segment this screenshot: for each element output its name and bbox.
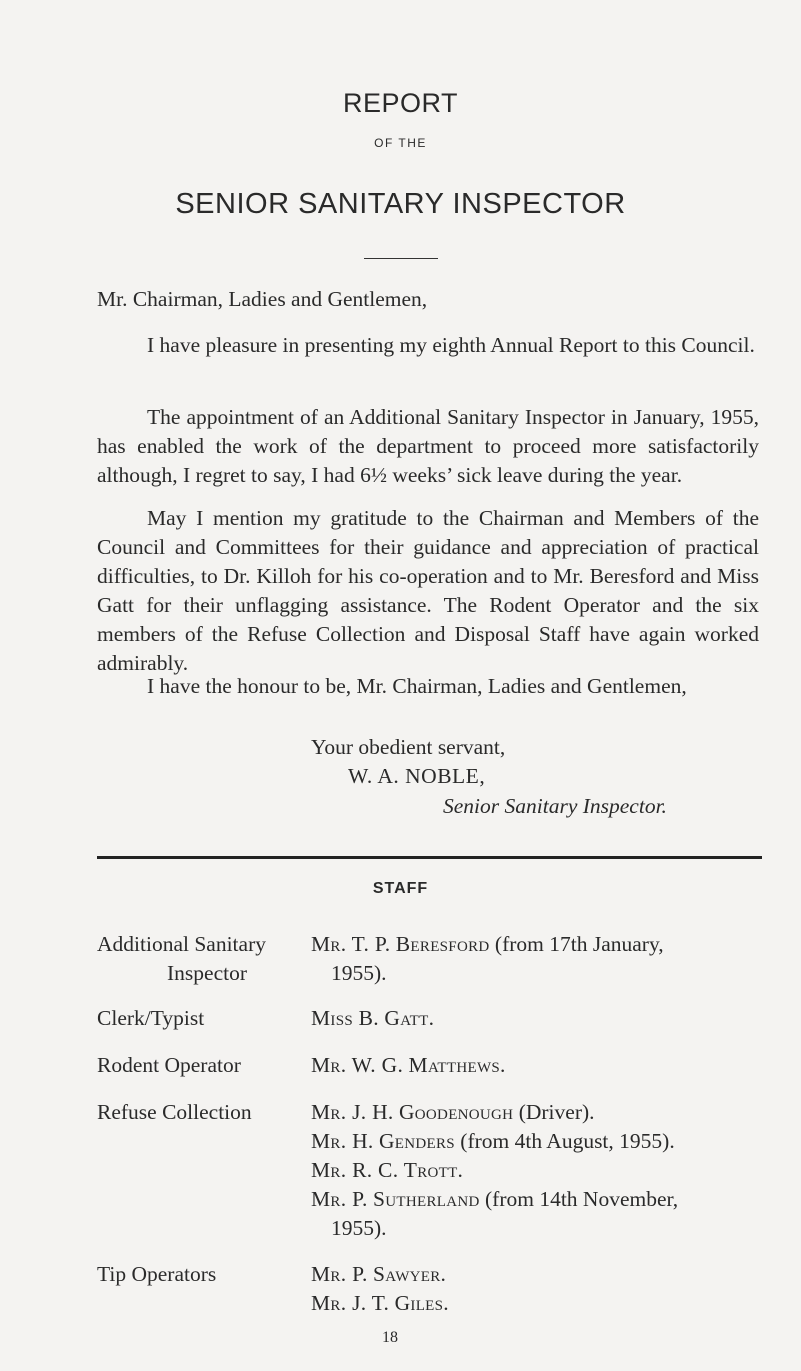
paragraph-1: I have pleasure in presenting my eighth Annual Report to this Council.: [147, 333, 755, 357]
report-title: SENIOR SANITARY INSPECTOR: [175, 188, 626, 220]
signature-name: W. A. NOBLE,: [348, 764, 486, 788]
staff-role: Tip Operators: [97, 1262, 217, 1286]
staff-member: Mr. T. P. Beresford (from 17th January,: [311, 932, 664, 956]
staff-member: Mr. J. H. Goodenough (Driver).: [311, 1100, 595, 1124]
paragraph-3: May I mention my gratitude to the Chairman and Members of the Council and Committees for their guidance and appreciation of practical difficulties, to Dr. Killoh for his co-operation and to Mr. Beresford and Miss Gatt for their unflagging assistance. The Rodent Operator and the six members of the Refuse Collection and Disposal Staff have again worked admirably.: [97, 506, 759, 675]
staff-member: Mr. W. G. Matthews.: [311, 1053, 506, 1077]
staff-role: Rodent Operator: [97, 1053, 241, 1077]
staff-member-note: 1955).: [331, 1216, 387, 1240]
paragraph-2: The appointment of an Additional Sanitary Inspector in January, 1955, has enabled the work of the department to proceed more satisfactorily although, I regret to say, I had 6½ weeks’ sick leave during the year.: [97, 405, 759, 487]
staff-member: Mr. P. Sawyer.: [311, 1262, 447, 1286]
staff-role: Refuse Collection: [97, 1100, 252, 1124]
staff-role: Additional Sanitary: [97, 932, 266, 956]
staff-role: Clerk/Typist: [97, 1006, 205, 1030]
staff-member: Mr. R. C. Trott.: [311, 1158, 464, 1182]
of-the-subheading: OF THE: [374, 136, 427, 150]
salutation: Mr. Chairman, Ladies and Gentlemen,: [97, 287, 428, 311]
section-divider: [97, 856, 762, 859]
staff-member: Miss B. Gatt.: [311, 1006, 435, 1030]
staff-member: Mr. P. Sutherland (from 14th November,: [311, 1187, 679, 1211]
report-heading: REPORT: [342, 88, 459, 118]
staff-member: Mr. J. T. Giles.: [311, 1291, 449, 1315]
paragraph-4: I have the honour to be, Mr. Chairman, Ladies and Gentlemen,: [147, 674, 687, 698]
staff-member: Mr. H. Genders (from 4th August, 1955).: [311, 1129, 675, 1153]
staff-heading: STAFF: [372, 880, 429, 897]
signature-position: Senior Sanitary Inspector.: [443, 794, 667, 818]
closing-line: Your obedient servant,: [311, 735, 506, 759]
staff-member-note: 1955).: [331, 961, 387, 985]
staff-role-continued: Inspector: [167, 961, 247, 985]
short-divider: [364, 258, 438, 259]
page-number: 18: [382, 1329, 398, 1346]
